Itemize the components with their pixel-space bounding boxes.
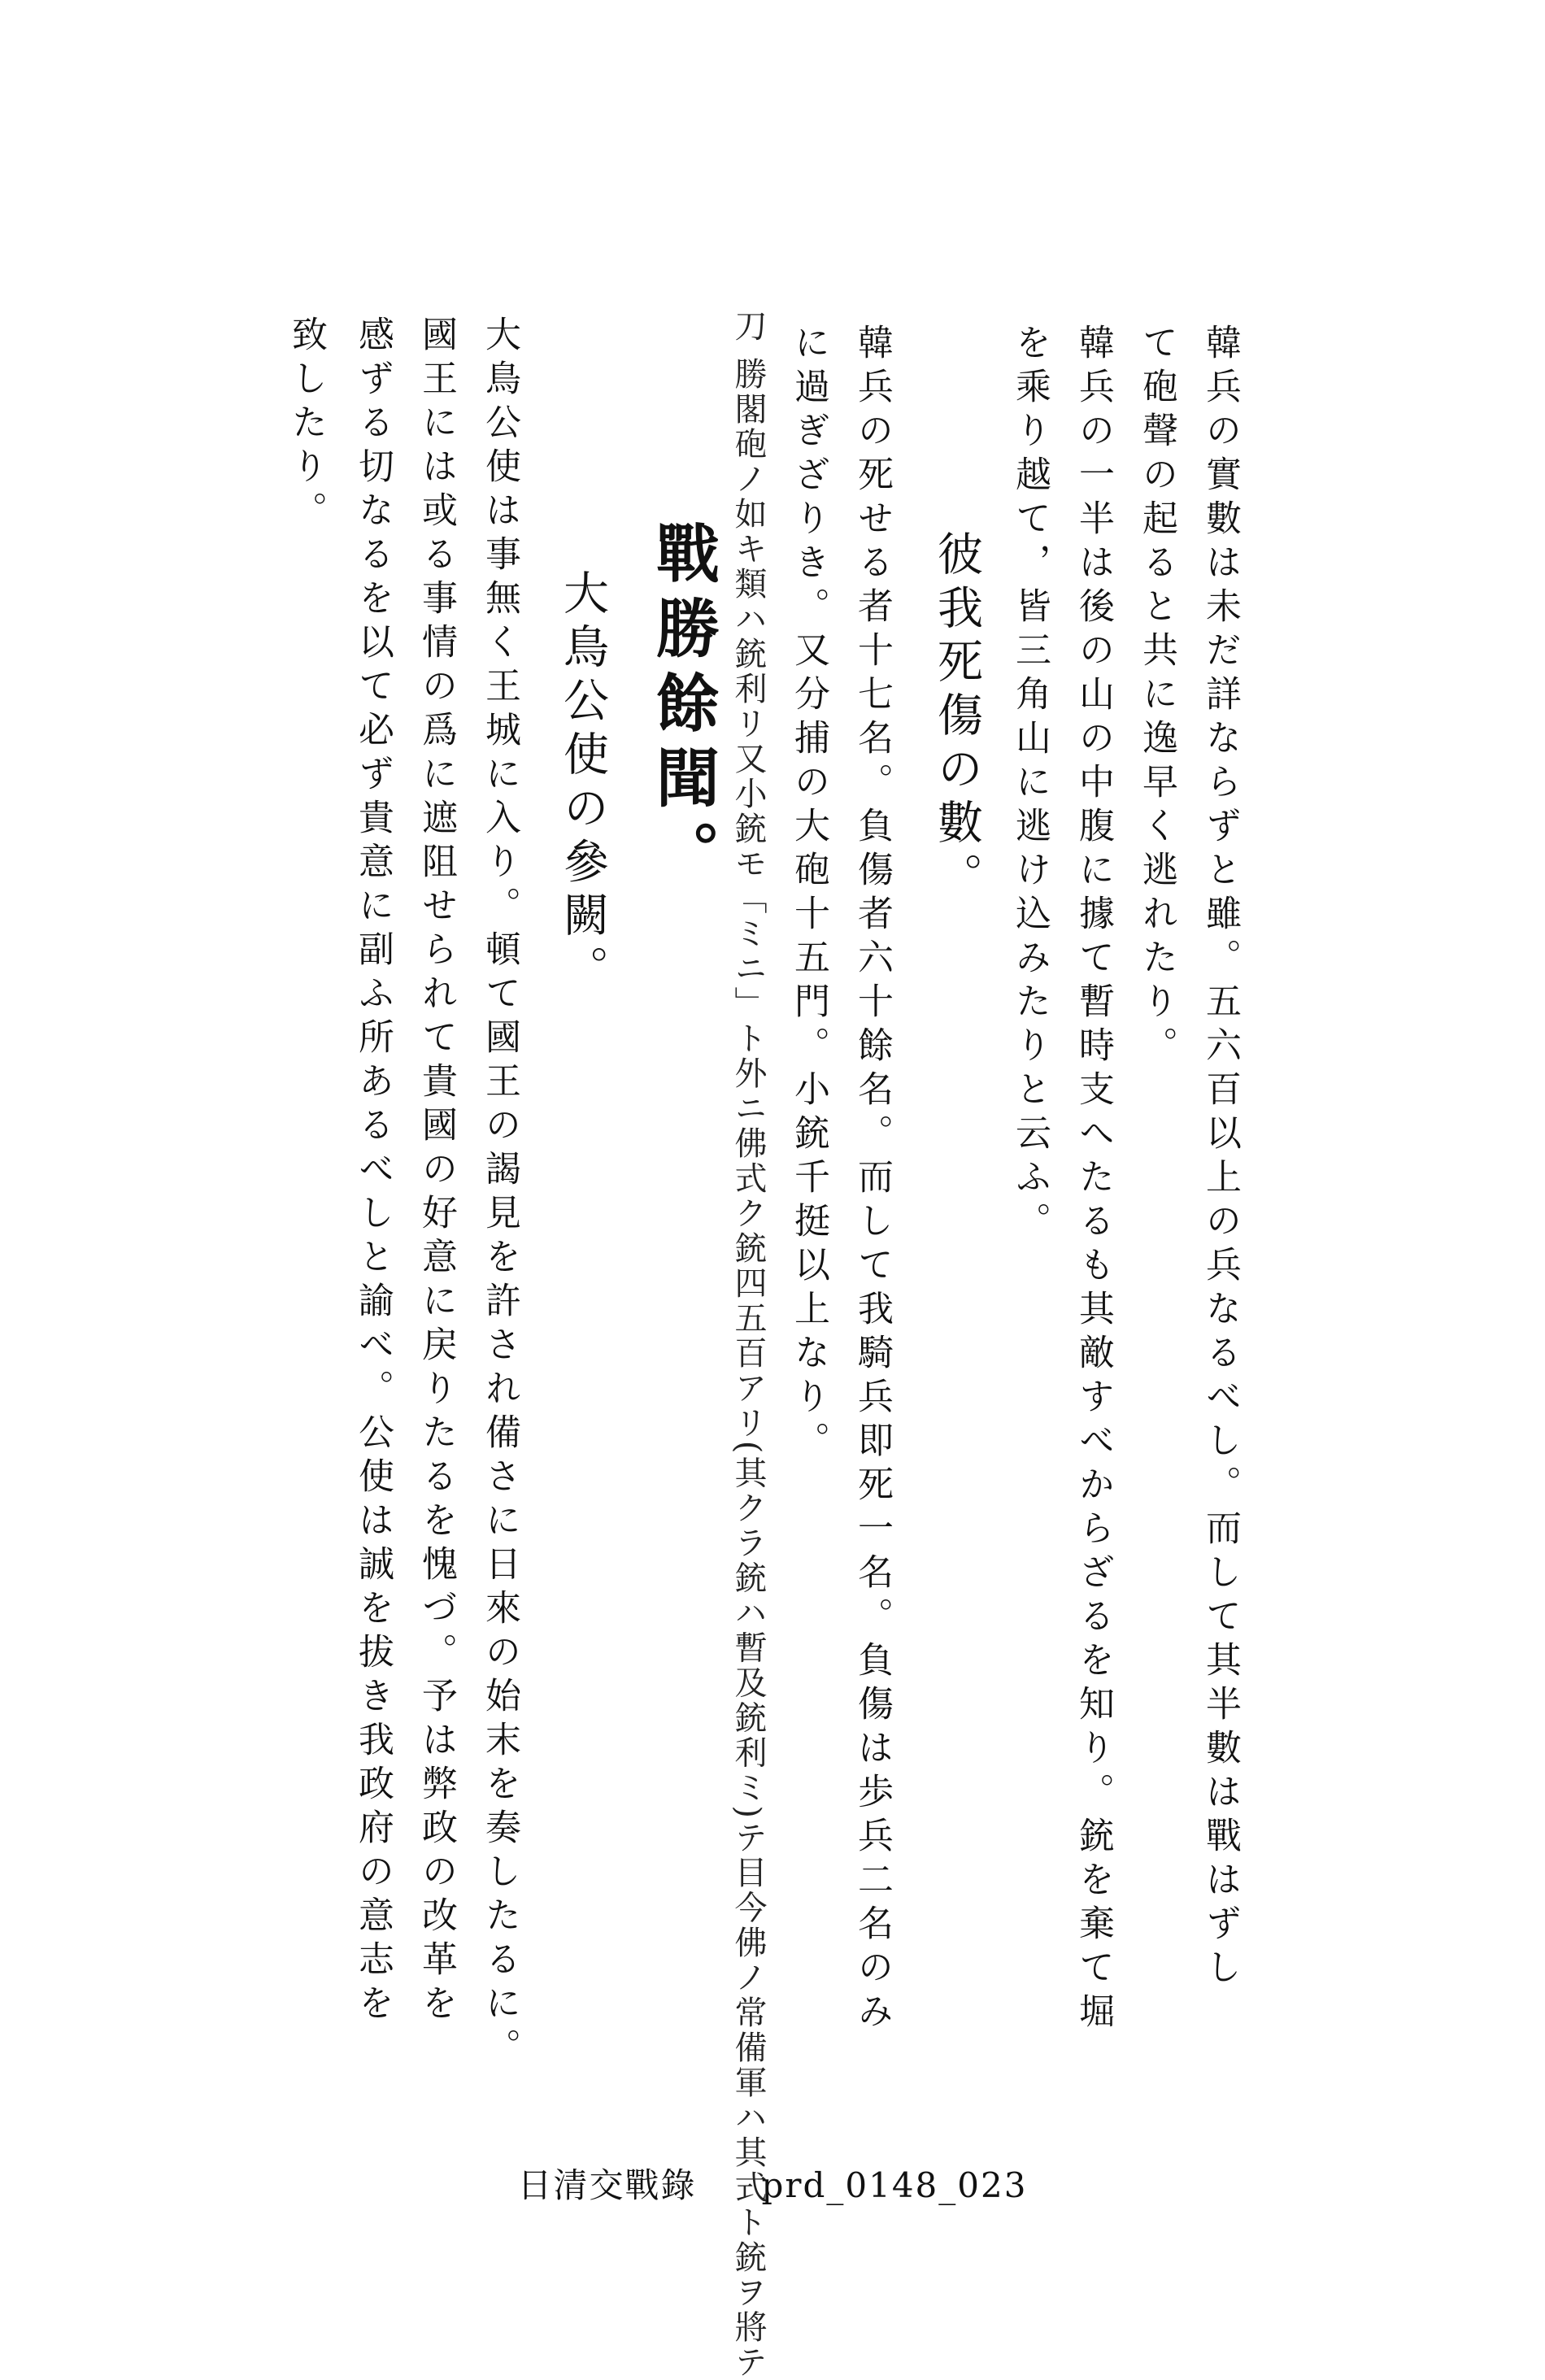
body-line-1: 韓兵の實數は未だ詳ならずと雖。五六百以上の兵なるべし。而して其半數は戰はずし bbox=[1199, 324, 1241, 1992]
body-line-8: 國王には或る事情の爲に遮阻せられて貴國の好意に戻りたるを愧づ。予は弊政の改革を bbox=[416, 315, 457, 2028]
body-line-9: 感ずる切なるを以て必ず貴意に副ふ所あるべしと諭べ。公使は誠を拔き我政府の意志を bbox=[352, 315, 394, 2028]
body-line-7: 大鳥公使は事無く王城に入り。頓て國王の謁見を許され備さに日來の始末を奏したるに。 bbox=[479, 315, 520, 2072]
body-line-2: て砲聲の起ると共に逸早く逃れたり。 bbox=[1136, 324, 1177, 1070]
section-heading-minister-audience: 大鳥公使の參闕。 bbox=[556, 569, 609, 999]
handwritten-annotation: 刀 勝閣砲ノ如キ類ハ銃利リ又小銃モ「ミニ」ト外ニ佛式ク銃四五百アリ(其クラ銃ハ暫及銃利ミ)テ目今佛ノ常備軍ハ其式ト銃ヲ將テ bbox=[729, 309, 767, 2380]
footer-code: prd_0148_023 bbox=[761, 2165, 1028, 2205]
section-heading-battle-news: 戰勝餘聞。 bbox=[646, 520, 720, 894]
body-line-10: 致したり。 bbox=[285, 315, 327, 535]
body-line-5: 韓兵の死せる者十七名。負傷者六十餘名。而して我騎兵即死一名。負傷は歩兵二名のみ bbox=[851, 324, 893, 2036]
body-line-6: に過ぎざりき。又分捕の大砲十五門。小銃千挺以上なり。 bbox=[788, 324, 829, 1465]
page-footer bbox=[0, 2159, 1545, 2208]
footer-title: 日清交戰錄 bbox=[517, 2165, 697, 2205]
body-line-4: を乘り越て，皆三角山に逃け込みたりと云ふ。 bbox=[1009, 324, 1051, 1246]
section-heading-casualties: 彼我死傷の數。 bbox=[930, 530, 983, 906]
body-line-3: 韓兵の一半は後の山の中腹に據て暫時支へたるも其敵すべからざるを知り。銃を棄て堀 bbox=[1073, 324, 1114, 2036]
